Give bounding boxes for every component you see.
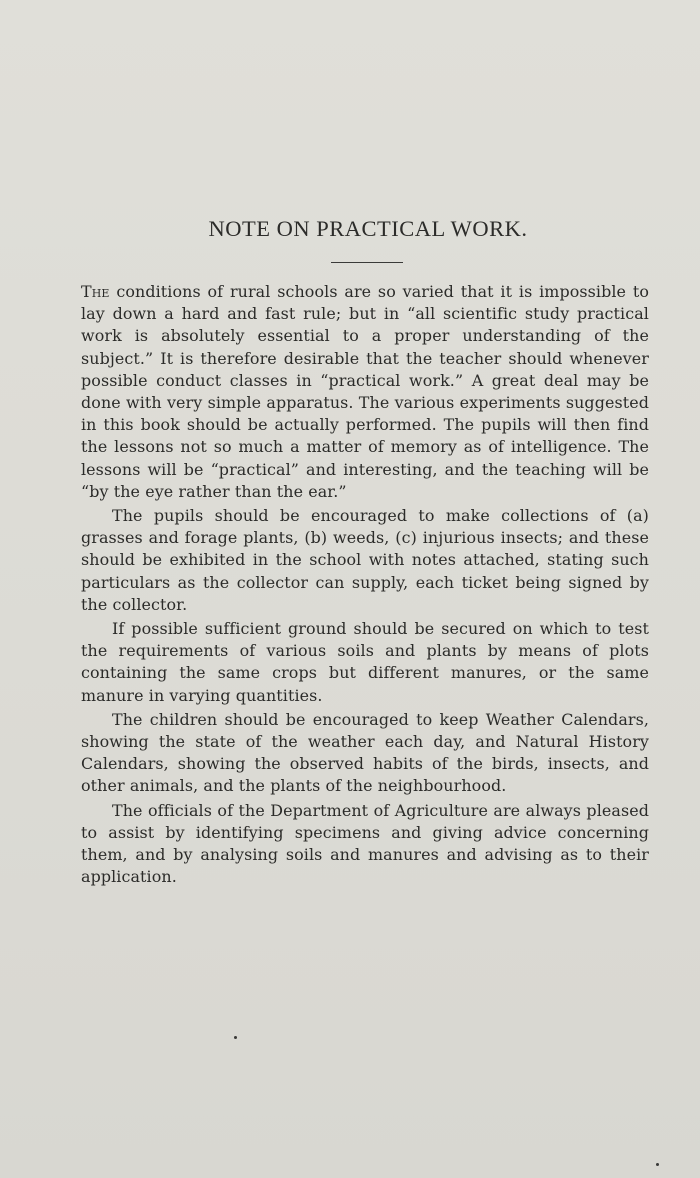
paragraph-text: conditions of rural schools are so varied that it is impossible to lay down a hard and fast rule; but in “all scientific study practical work is absolutely essential to a proper understanding of the subject.” It is therefore desirable that the teacher should whenever possible conduct classes in “practical work.” A great deal may be done with very simple apparatus. The various experiments suggested in this book should be actually performed. The pupils will then find the lessons not so much a matter of memory as of intelligence. The lessons will be “practical” and interesting, and the teaching will be “by the eye rather than the ear.”	[81, 282, 649, 501]
paragraph-conditions	[81, 281, 649, 503]
paragraph-ground-plots: If possible sufficient ground should be secured on which to test the requirements of various soils and plants by means of plots containing the same crops but different manures, or the same manure in varying quantities.	[81, 619, 649, 705]
paragraph-collections: The pupils should be encouraged to make collections of (a) grasses and forage plants, (b) weeds, (c) injurious insects; and these should be exhibited in the school with notes attached, stating such particulars as the collector can supply, each ticket being signed by the collector.	[81, 506, 649, 614]
paragraph-calendars: The children should be encouraged to keep Weather Calendars, showing the state of the weather each day, and Natural History Calendars, showing the observed habits of the birds, insects, and other animals, and the plants of the neighbourhood.	[81, 709, 649, 796]
title-rule	[331, 262, 403, 263]
paper-speck	[656, 1163, 659, 1166]
page-title: NOTE ON PRACTICAL WORK.	[208, 216, 528, 241]
paper-speck	[234, 1036, 237, 1039]
paragraph-lead-word: The	[81, 282, 110, 301]
body-text	[81, 281, 649, 888]
paragraph-department: The officials of the Department of Agriculture are always pleased to assist by identifying specimens and giving advice concerning them, and by analysing soils and manures and advising as to their application.	[81, 800, 649, 887]
